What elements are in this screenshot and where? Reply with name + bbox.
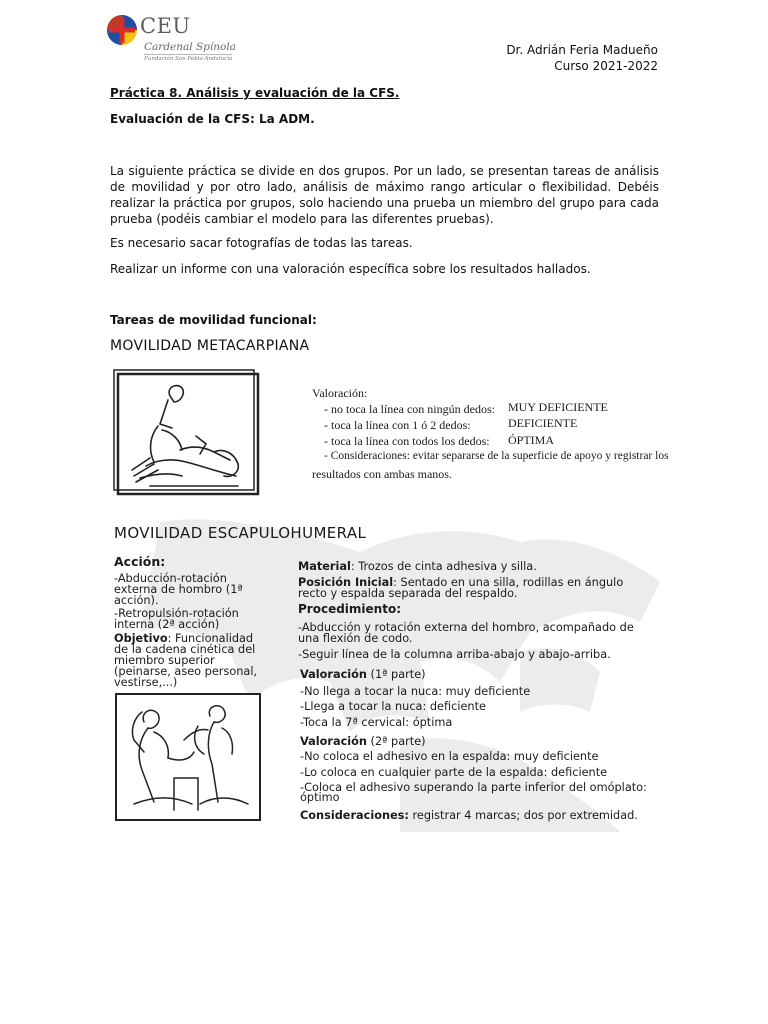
valoracion-2-item-1: -No coloca el adhesivo en la espalda: muy deficiente — [300, 750, 599, 763]
posicion-text: : Sentado en una silla, rodillas en ángulo — [393, 576, 624, 589]
procedimiento-1: -Abducción y rotación externa del hombro, acompañado de — [298, 621, 634, 634]
valoration-label: Valoración: — [312, 386, 368, 400]
author-block — [506, 42, 658, 74]
valoracion-1-heading — [300, 669, 426, 681]
logo-subtitle: Cardenal Spínola — [144, 41, 236, 53]
accion-2-line-2: interna (2ª acción) — [114, 618, 220, 631]
accion-label: Acción: — [114, 554, 166, 569]
posicion-label: Posición Inicial — [298, 576, 394, 589]
metacarpiana-heading: MOVILIDAD METACARPIANA — [110, 338, 310, 354]
accion-1-line-2: externa de hombro (1ª — [114, 583, 243, 596]
report-note: Realizar un informe con una valoración específica sobre los resultados hallados. — [110, 262, 591, 276]
objetivo-line-2: de la cadena cinética del — [114, 643, 256, 656]
metacarpal-considerations-2: resultados con ambas manos. — [312, 467, 452, 481]
material-text: : Trozos de cinta adhesiva y silla. — [350, 560, 537, 573]
procedimiento-2: -Seguir línea de la columna arriba-abajo y abajo-arriba. — [298, 648, 611, 661]
objetivo-line-5: vestirse,...) — [114, 676, 178, 689]
logo-divider — [144, 54, 232, 55]
metacarpal-considerations-1: - Consideraciones: evitar separarse de la superficie de apoyo y registrar los — [324, 450, 669, 462]
valoracion-1-item-3: -Toca la 7ª cervical: óptima — [300, 716, 453, 729]
escapulohumeral-considerations — [300, 810, 638, 822]
objetivo-line-4: (peinarse, aseo personal, — [114, 665, 258, 678]
ceu-logo — [104, 12, 244, 66]
material-line — [298, 561, 537, 573]
practice-subtitle: Evaluación de la CFS: La ADM. — [110, 112, 315, 126]
tasks-heading: Tareas de movilidad funcional: — [110, 313, 317, 327]
practice-title: Práctica 8. Análisis y evaluación de la CFS. — [110, 86, 400, 100]
intro-paragraph: La siguiente práctica se divide en dos grupos. Por un lado, se presentan tareas de análisis de movilidad y por otro lado, análisis de máximo rango articular o flexibilidad. Debéis realizar la práctica por grupos, solo haciendo una prueba un miembro del grupo para cada prueba (podéis cambiar el modelo para las diferentes pruebas). — [110, 164, 659, 226]
accion-1-line-3: acción). — [114, 594, 159, 607]
valoracion-2-item-3-tail: óptimo — [300, 791, 340, 804]
valoration-grade-2: DEFICIENTE — [508, 416, 578, 430]
posicion-line-2: recto y espalda separada del respaldo. — [298, 587, 518, 600]
considerations-label: Consideraciones: — [300, 809, 409, 822]
valoracion-2-label: Valoración — [300, 735, 367, 748]
objetivo-label: Objetivo — [114, 632, 168, 645]
valoracion-1-part: (1ª parte) — [366, 668, 426, 681]
course-year: Curso 2021-2022 — [554, 59, 658, 73]
logo-foundation: Fundación San Pablo Andalucía — [144, 56, 233, 62]
author-name: Dr. Adrián Feria Madueño — [506, 43, 658, 57]
valoracion-2-item-2: -Lo coloca en cualquier parte de la espalda: deficiente — [300, 766, 608, 779]
valoracion-1-label: Valoración — [300, 668, 367, 681]
accion-1-line-1: -Abducción-rotación — [114, 572, 227, 585]
considerations-text: registrar 4 marcas; dos por extremidad. — [408, 809, 638, 822]
valoration-item-2: - toca la línea con 1 ó 2 dedos: — [324, 418, 471, 432]
valoracion-1-item-1: -No llega a tocar la nuca: muy deficiente — [300, 685, 531, 698]
procedimiento-label: Procedimiento: — [298, 602, 401, 616]
accion-2-line-1: -Retropulsión-rotación — [114, 607, 239, 620]
valoration-grade-3: ÓPTIMA — [508, 433, 555, 447]
objetivo-line-3: miembro superior — [114, 654, 215, 667]
valoration-item-1: - no toca la línea con ningún dedos: — [324, 402, 495, 416]
material-label: Material — [298, 560, 351, 573]
valoracion-2-part: (2ª parte) — [366, 735, 426, 748]
valoration-item-3: - toca la línea con todos los dedos: — [324, 434, 490, 448]
shoulder-illustration — [114, 692, 262, 822]
ceu-emblem-icon — [106, 14, 138, 46]
valoracion-1-item-2: -Llega a tocar la nuca: deficiente — [300, 700, 486, 713]
photos-note: Es necesario sacar fotografías de todas las tareas. — [110, 236, 413, 250]
objetivo-text-1: : Funcionalidad — [167, 632, 254, 645]
metacarpal-valoration-scan — [296, 378, 669, 490]
escapulohumeral-heading: MOVILIDAD ESCAPULOHUMERAL — [114, 524, 367, 542]
metacarpal-illustration — [110, 366, 266, 500]
valoracion-2-item-3: -Coloca el adhesivo superando la parte inferior del omóplato: — [300, 781, 647, 794]
valoracion-2-heading — [300, 736, 426, 748]
procedimiento-1b: una flexión de codo. — [298, 632, 413, 645]
valoration-grade-1: MUY DEFICIENTE — [508, 400, 608, 414]
logo-brand: CEU — [140, 14, 191, 38]
